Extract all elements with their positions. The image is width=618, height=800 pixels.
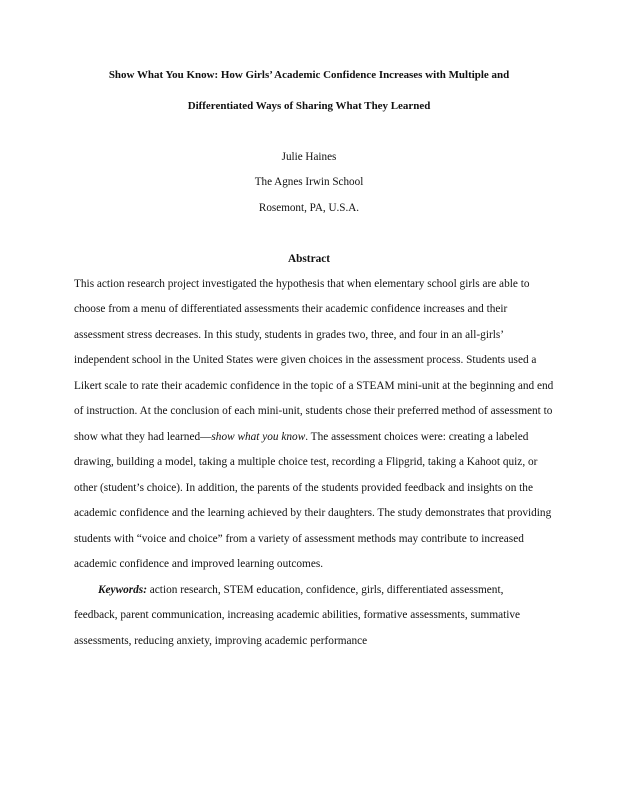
paper-title-line-1: Show What You Know: How Girls’ Academic Confidence Increases with Multiple and — [108, 69, 510, 81]
keywords-line — [98, 583, 503, 597]
abstract-line: academic confidence and the learning achieved by their daughters. The study demonstrates that providing — [74, 507, 552, 519]
abstract-italic-phrase: show what you know — [211, 431, 306, 443]
abstract-line: Likert scale to rate their academic confidence in the topic of a STEAM mini-unit at the beginning and end — [74, 380, 554, 392]
abstract-line: assessment stress decreases. In this study, students in grades two, three, and four in an all-girls’ — [74, 329, 505, 341]
abstract-line: choose from a menu of differentiated assessments their academic confidence increases and their — [74, 303, 508, 315]
abstract-line: This action research project investigated the hypothesis that when elementary school girls are able to — [74, 278, 530, 290]
abstract-text: show what they had learned— — [74, 431, 212, 443]
abstract-text: . The assessment choices were: creating a labeled — [305, 431, 529, 443]
author-affiliation: The Agnes Irwin School — [254, 176, 364, 188]
paper-title-line-2: Differentiated Ways of Sharing What They Learned — [187, 100, 431, 112]
author-location: Rosemont, PA, U.S.A. — [258, 202, 360, 214]
abstract-line: academic confidence and improved learning outcomes. — [74, 558, 324, 570]
abstract-heading: Abstract — [287, 253, 331, 265]
abstract-line — [74, 430, 528, 444]
keywords-label: Keywords: — [98, 584, 147, 596]
abstract-line: independent school in the United States were given choices in the assessment process. Students used a — [74, 354, 537, 366]
abstract-line: drawing, building a model, taking a multiple choice test, recording a Flipgrid, taking a Kahoot quiz, or — [74, 456, 538, 468]
keywords-line: feedback, parent communication, increasing academic abilities, formative assessments, summative — [74, 609, 521, 621]
keywords-text: action research, STEM education, confidence, girls, differentiated assessment, — [146, 584, 504, 596]
keywords-line: assessments, reducing anxiety, improving academic performance — [74, 635, 368, 647]
abstract-line: other (student’s choice). In addition, the parents of the students provided feedback and insights on the — [74, 482, 533, 494]
author-name: Julie Haines — [281, 151, 337, 163]
abstract-line: of instruction. At the conclusion of each mini-unit, students chose their preferred method of assessment to — [74, 405, 553, 417]
abstract-line: students with “voice and choice” from a variety of assessment methods may contribute to increased — [74, 533, 524, 545]
